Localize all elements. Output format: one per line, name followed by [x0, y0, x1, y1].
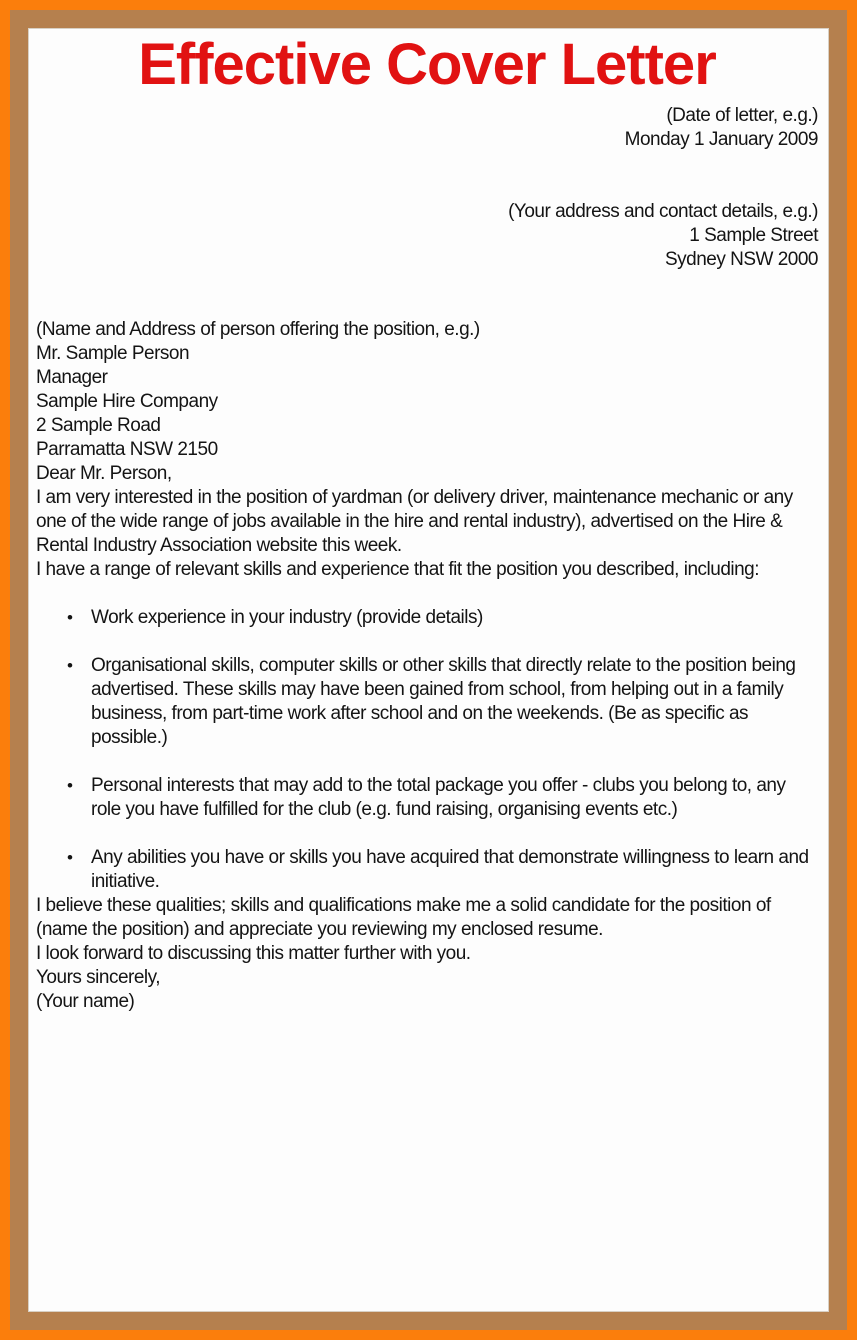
list-item: [36, 654, 818, 750]
bullet-icon: •: [67, 656, 73, 675]
recipient-city: Parramatta NSW 2150: [36, 439, 218, 460]
list-item-text: Organisational skills, computer skills or other skills that directly relate to the position being advertised. These skills may have been gained from school, from helping out in a family business, from part-time work after school and on the weekends. (Be as specific as possible.): [91, 655, 796, 748]
page-title: Effective Cover Letter: [138, 32, 716, 97]
skills-list: [36, 606, 818, 894]
date-hint: (Date of letter, e.g.): [666, 105, 818, 126]
letter-page: [28, 28, 829, 1312]
sender-address-block: [36, 200, 818, 272]
recipient-company: Sample Hire Company: [36, 391, 218, 412]
list-item-text: Personal interests that may add to the total package you offer - clubs you belong to, any role you have fulfilled for the club (e.g. fund raising, organising events etc.): [91, 775, 786, 820]
bullet-icon: •: [67, 608, 73, 627]
sender-hint: (Your address and contact details, e.g.): [508, 201, 818, 222]
salutation: Dear Mr. Person,: [36, 463, 172, 484]
paragraph-belief: I believe these qualities; skills and qualifications make me a solid candidate for the position of (name the position) and appreciate you reviewing my enclosed resume.: [36, 895, 771, 940]
date-value: Monday 1 January 2009: [624, 129, 818, 150]
list-item: [36, 846, 818, 894]
sender-city: Sydney NSW 2000: [664, 249, 818, 270]
signature-placeholder: (Your name): [36, 991, 135, 1012]
inner-frame: [10, 10, 847, 1330]
recipient-role: Manager: [36, 367, 108, 388]
list-item-text: Work experience in your industry (provide details): [91, 607, 483, 628]
bullet-icon: •: [67, 848, 73, 867]
bullet-icon: •: [67, 776, 73, 795]
recipient-street: 2 Sample Road: [36, 415, 161, 436]
date-block: [36, 104, 818, 152]
list-item: [36, 774, 818, 822]
paragraph-skills-intro: I have a range of relevant skills and experience that fit the position you described, including:: [36, 559, 760, 580]
recipient-address-block: [36, 318, 818, 462]
list-item-text: Any abilities you have or skills you have acquired that demonstrate willingness to learn and initiative.: [91, 847, 809, 892]
closing: Yours sincerely,: [36, 967, 161, 988]
paragraph-look-forward: I look forward to discussing this matter further with you.: [36, 943, 471, 964]
list-item: [36, 606, 818, 630]
recipient-hint: (Name and Address of person offering the position, e.g.): [36, 319, 480, 340]
recipient-name: Mr. Sample Person: [36, 343, 190, 364]
paragraph-intro: I am very interested in the position of yardman (or delivery driver, maintenance mechanic or any one of the wide range of jobs available in the hire and rental industry), advertised on the Hire & Rental Industry Association website this week.: [36, 487, 793, 556]
sender-street: 1 Sample Street: [689, 225, 818, 246]
